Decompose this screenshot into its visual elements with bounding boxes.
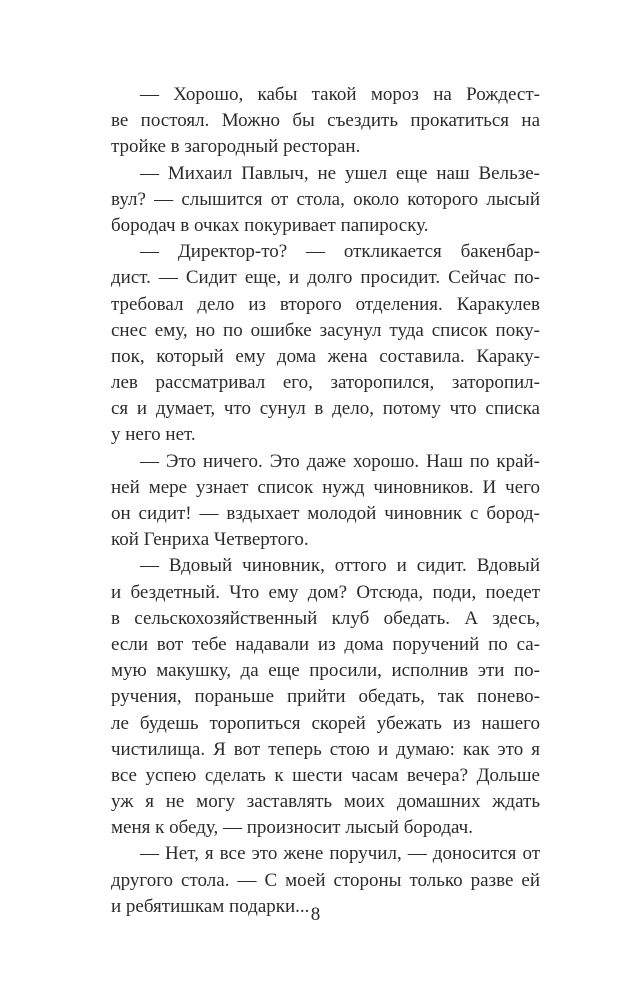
text-line: ручения, пораньше прийти обедать, так понево- xyxy=(111,686,540,708)
text-line: меня к обеду, — произносит лысый бородач. xyxy=(111,817,473,839)
text-line: в сельскохозяйственный клуб обедать. А здесь, xyxy=(111,607,540,629)
text-line: чистилища. Я вот теперь стою и думаю: как это я xyxy=(111,738,540,760)
text-line: ве постоял. Можно бы съездить прокатиться на xyxy=(111,110,540,132)
text-line: — Директор-то? — откликается бакенбар- xyxy=(140,241,540,263)
page-body-text xyxy=(111,82,540,920)
text-line: если вот тебе надавали из дома поручений по са- xyxy=(111,633,540,655)
text-line: другого стола. — С моей стороны только разве ей xyxy=(111,869,540,891)
text-line: лев рассматривал его, заторопился, заторопил- xyxy=(111,372,540,394)
text-line: ней мере узнает список нужд чиновников. И чего xyxy=(111,476,540,498)
text-line: требовал дело из второго отделения. Каракулев xyxy=(111,293,540,315)
text-line: — Это ничего. Это даже хорошо. Наш по край- xyxy=(140,450,540,472)
text-line: вул? — слышится от стола, около которого лысый xyxy=(111,188,540,210)
text-line: дист. — Сидит еще, и долго просидит. Сейчас по- xyxy=(111,267,540,289)
text-line: уж я не могу заставлять моих домашних ждать xyxy=(111,791,540,813)
text-line: и ребятишкам подарки... xyxy=(111,895,310,917)
text-line: — Михаил Павлыч, не ушел еще наш Вельзе- xyxy=(140,162,540,184)
text-line: бородач в очках покуривает папироску. xyxy=(111,214,429,236)
text-line: — Хорошо, кабы такой мороз на Рождест- xyxy=(140,84,540,105)
text-line: снес ему, но по ошибке засунул туда список поку- xyxy=(111,319,540,341)
text-line: — Вдовый чиновник, оттого и сидит. Вдовый xyxy=(140,555,540,577)
text-line: тройке в загородный ресторан. xyxy=(111,136,361,158)
text-line: все успею сделать к шести часам вечера? Дольше xyxy=(111,764,540,786)
text-line: — Нет, я все это жене поручил, — доносится от xyxy=(140,843,540,865)
text-line: у него нет. xyxy=(111,424,196,446)
text-line: и бездетный. Что ему дом? Отсюда, поди, поедет xyxy=(111,581,540,603)
text-line: он сидит! — вздыхает молодой чиновник с бород- xyxy=(111,503,540,524)
text-line: мую макушку, да еще просили, исполнив эти по- xyxy=(111,660,540,682)
text-line: ся и думает, что сунул в дело, потому что списка xyxy=(111,398,540,420)
text-line: кой Генриха Четвертого. xyxy=(111,529,309,551)
text-line: пок, который ему дома жена составила. Караку- xyxy=(111,345,540,367)
page-number: 8 xyxy=(310,904,321,925)
text-line: ле будешь торопиться скорей убежать из нашего xyxy=(111,712,540,734)
